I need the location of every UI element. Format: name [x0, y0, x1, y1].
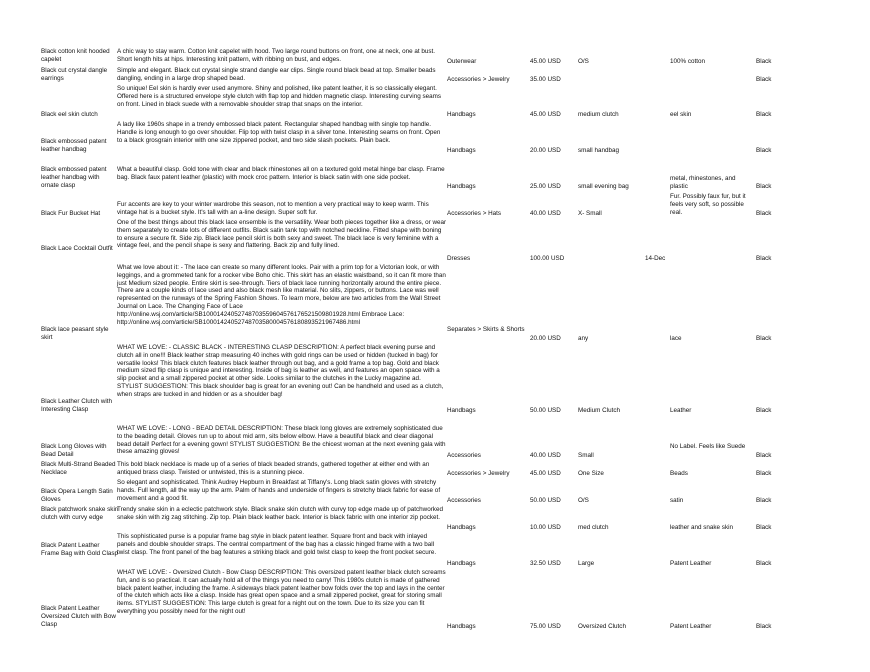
item-price: 20.00 USD	[530, 335, 561, 342]
item-price: 45.00 USD	[530, 58, 561, 65]
item-material: 100% cotton	[670, 58, 706, 65]
item-material: lace	[670, 335, 682, 342]
item-category: Separates > Skirts & Shorts	[447, 326, 525, 333]
item-size: Large	[578, 560, 595, 567]
item-name: Black Opera Length Satin Gloves	[41, 488, 113, 503]
item-category: Dresses	[447, 255, 471, 262]
item-color: Black	[756, 76, 772, 83]
item-price: 45.00 USD	[530, 111, 561, 118]
item-category: Accessories	[447, 452, 481, 459]
item-description: This sophisticated purse is a popular frame bag style in black patent leather. Square front and back with inlayed panels and double shoulder straps. The central compartment of the bag has a classic hinged frame with a two ball twist clasp. The front panel of the bag features a striking black and gold twist clasp to keep the front pocket secure.	[117, 533, 437, 556]
item-description: WHAT WE LOVE: - Oversized Clutch - Bow Clasp DESCRIPTION: This oversized patent leather black clutch screams fun, and is so practical. It can actually hold all of the things you need to carry! This 1980s clutch is made of gathered black patent leather, including the frame. A sideways black patent leather bow folds over the top and lays in the center of the clutch which acts like a clasp. Inside has great open space and a small zippered pocket, great for storing small items. STYLIST SUGGESTION: This large clutch is great for a night out on the town. Due to its size you can fit everything you possibly need for the night out!	[117, 569, 446, 615]
item-description: One of the best things about this black lace ensemble is the versatility. Wear both pieces together like a dress, or wear them separately to create lots of different outfits. Black satin tank top with notched neckline. Fitted shape with boning to ensure a secure fit. Side zip. Black lace pencil skirt is both sexy and sweet. The black lace is very feminine with a vintage feel, and the pencil shape is sexy and flattering. Back zip and fully lined.	[117, 219, 447, 250]
item-color: Black	[756, 407, 772, 414]
item-size: X- Small	[578, 210, 602, 217]
item-color: Black	[756, 452, 772, 459]
item-description: So unique! Eel skin is hardly ever used anymore. Shiny and polished, like patent leather, it is so classically elegant. Offered here is a structured envelope style clutch with flap top and hidden magnetic clasp. Interesting curving seams on front. Lined in black suede with a removable shoulder strap that snaps on the interior.	[117, 85, 442, 108]
item-price: 50.00 USD	[530, 407, 561, 414]
item-name: Black Multi-Strand Beaded Necklace	[41, 461, 116, 476]
item-price: 10.00 USD	[530, 524, 561, 531]
item-material: No Label. Feels like Suede	[670, 443, 746, 450]
item-name: Black Long Gloves with Bead Detail	[41, 443, 107, 458]
item-size: Oversized Clutch	[578, 623, 626, 630]
item-material: eel skin	[670, 111, 692, 118]
item-name: Black Lace Cocktail Outfit	[41, 245, 113, 252]
item-description: A chic way to stay warm. Cotton knit capelet with hood. Two large round buttons on front, one at neck, one at bust. Short length hits at hips. Interesting knit pattern, with ribbing on bust, and edges.	[117, 48, 436, 63]
item-category: Handbags	[447, 183, 476, 190]
item-size: O/S	[578, 497, 589, 504]
item-category: Handbags	[447, 524, 476, 531]
item-name: Black Patent Leather Frame Bag with Gold Clasp	[41, 542, 118, 557]
item-size: small handbag	[578, 147, 619, 154]
item-material: Beads	[670, 470, 688, 477]
item-price: 50.00 USD	[530, 497, 561, 504]
item-color: Black	[756, 623, 772, 630]
item-description: Trendy snake skin in a eclectic patchwork style. Black snake skin clutch with curvy top edge made up of patchworked snake skin with zig zag stitching. Zip top. Plain black leather back. Interior is black fabric with one interior zip pocket.	[117, 506, 443, 521]
item-category: Handbags	[447, 623, 476, 630]
item-name: Black cut crystal dangle earrings	[41, 67, 108, 82]
item-color: Black	[756, 147, 772, 154]
item-category: Handbags	[447, 407, 476, 414]
item-category: Outerwear	[447, 58, 477, 65]
item-size: Medium Clutch	[578, 407, 620, 414]
item-color: Black	[756, 58, 772, 65]
item-price: 20.00 USD	[530, 147, 561, 154]
item-color: Black	[756, 335, 772, 342]
item-price: 35.00 USD	[530, 76, 561, 83]
item-category: Accessories > Hats	[447, 210, 502, 217]
item-category: Handbags	[447, 560, 476, 567]
item-description: WHAT WE LOVE: - LONG - BEAD DETAIL DESCRIPTION: These black long gloves are extremely sophisticated due to the beading detail. Gloves run up to about mid arm, sits below elbow. Have a beautiful black and clear diagonal bead detail! Perfect for a evening gown! STYLIST SUGGESTION: Be the chicest woman at the next evening gala with these amazing gloves!	[117, 425, 446, 456]
item-color: Black	[756, 210, 772, 217]
item-material: leather and snake skin	[670, 524, 734, 531]
item-color: Black	[756, 524, 772, 531]
item-color: Black	[756, 111, 772, 118]
item-category: Accessories > Jewelry	[447, 76, 510, 83]
item-name: Black embossed patent leather handbag	[41, 138, 107, 153]
item-name: Black eel skin clutch	[41, 111, 98, 118]
item-category: Handbags	[447, 111, 476, 118]
item-description: WHAT WE LOVE: - CLASSIC BLACK - INTERESTING CLASP DESCRIPTION: A perfect black evening purse and clutch all in one!!! Black leather strap measuring 40 inches with gold rings can be used or hidden (tucked in bag) for versatile looks! This black clutch features black leather through out bag, and a gold frame a top bag. Gold and black medium sized flip clasp is unique and interesting. Inside of bag is leather as well, and features an open space with a slip pocket and a small zippered pocket at other side. Looks similar to the clutches in the Lucky magazine ad. STYLIST SUGGESTION: This black shoulder bag is great for an evening out! Can be handheld and used as a clutch, when straps are tucked in and hidden or as a shoulder bag!	[117, 344, 444, 398]
item-date: 14-Dec	[645, 255, 666, 262]
item-description: Fur accents are key to your winter wardrobe this season, not to mention a very practical way to keep warm. This vintage hat is a bucket style. It's tall with an a-line design. Super soft fur.	[117, 201, 429, 216]
item-price: 45.00 USD	[530, 470, 561, 477]
item-description: So elegant and sophisticated. Think Audrey Hepburn in Breakfast at Tiffany's. Long black satin gloves with stretchy hands. Full length, all the way up the arm. Palm of hands and underside of fingers is stretchy black fabric for ease of movement and a good fit.	[117, 479, 441, 502]
item-material: Patent Leather	[670, 560, 712, 567]
item-price: 75.00 USD	[530, 623, 561, 630]
item-name: Black embossed patent leather handbag with ornate clasp	[41, 166, 107, 189]
item-category: Accessories	[447, 497, 481, 504]
item-price: 25.00 USD	[530, 183, 561, 190]
item-name: Black patchwork snake skin clutch with curvy edge	[41, 506, 119, 521]
item-name: Black lace peasant style skirt	[41, 326, 109, 341]
item-description: A lady like 1960s shape in a trendy embossed black patent. Rectangular shaped handbag with single top handle. Handle is long enough to go over shoulder. Flip top with twist clasp in a silver tone. Interesting seams on front. Open to a black grosgrain interior with one size zippered pocket, and two side slash pockets. Plain back.	[117, 121, 441, 144]
item-size: O/S	[578, 58, 589, 65]
item-size: Small	[578, 452, 594, 459]
item-description: This bold black necklace is made up of a series of black beaded strands, gathered together at either end with an antiqued brass clasp. Twisted or untwisted, this is a stunning piece.	[117, 461, 430, 476]
item-description: Simple and elegant. Black cut crystal single strand dangle ear clips. Single round black bead at top. Smaller beads dangling, ending in a large drop shaped bead.	[117, 67, 436, 82]
item-size: medium clutch	[578, 111, 619, 118]
item-category: Accessories > Jewelry	[447, 470, 510, 477]
item-price: 40.00 USD	[530, 210, 561, 217]
item-color: Black	[756, 497, 772, 504]
item-price: 40.00 USD	[530, 452, 561, 459]
item-price: 32.50 USD	[530, 560, 561, 567]
item-name: Black Fur Bucket Hat	[41, 210, 101, 217]
item-size: One Size	[578, 470, 604, 477]
item-category: Handbags	[447, 147, 476, 154]
item-description: What we love about it: - The lace can create so many different looks. Pair with a prim top for a Victorian look, or with leggings, and a grommeted tank for a rocker vibe Boho chic. This skirt has an elastic waistband, so it can fit more than just Medium sized people. Entire skirt is see-through. Tiers of black lace running horizontally around the entire piece. There are a couple kinds of lace used and also black mesh like material. No slits, zippers, or buttons. Lace was well represented on the runways of the Spring Fashion Shows. To learn more, below are two articles from the Wall Street Journal on Lace. The Changing Face of Lace http://online.wsj.com/article/SB10001424052748703559604576176521509801928.html Embrace Lace: http://online.wsj.com/article/SB10001424052748703580004576180893521967486.html	[117, 264, 446, 326]
item-material: satin	[670, 497, 684, 504]
item-name: Black cotton knit hooded capelet	[41, 48, 110, 63]
item-name: Black Leather Clutch with Interesting Clasp	[41, 398, 113, 413]
item-size: med clutch	[578, 524, 609, 531]
item-price: 100.00 USD	[530, 255, 565, 262]
item-color: Black	[756, 560, 772, 567]
item-material: metal, rhinestones, and plastic	[670, 175, 736, 190]
item-size: small evening bag	[578, 183, 629, 190]
item-color: Black	[756, 183, 772, 190]
item-color: Black	[756, 255, 772, 262]
item-material: Leather	[670, 407, 692, 414]
item-color: Black	[756, 470, 772, 477]
item-name: Black Patent Leather Oversized Clutch with Bow Clasp	[41, 605, 116, 628]
item-size: any	[578, 335, 589, 342]
item-material: Patent Leather	[670, 623, 712, 630]
item-material: Fur. Possibly faux fur, but it feels very soft, so possible real.	[670, 193, 746, 216]
item-description: What a beautiful clasp. Gold tone with clear and black rhinestones all on a textured gold metal hinge bar clasp. Frame bag. Black faux patent leather (plastic) with mock croc pattern. Interior is black satin with one side pocket.	[117, 166, 445, 181]
